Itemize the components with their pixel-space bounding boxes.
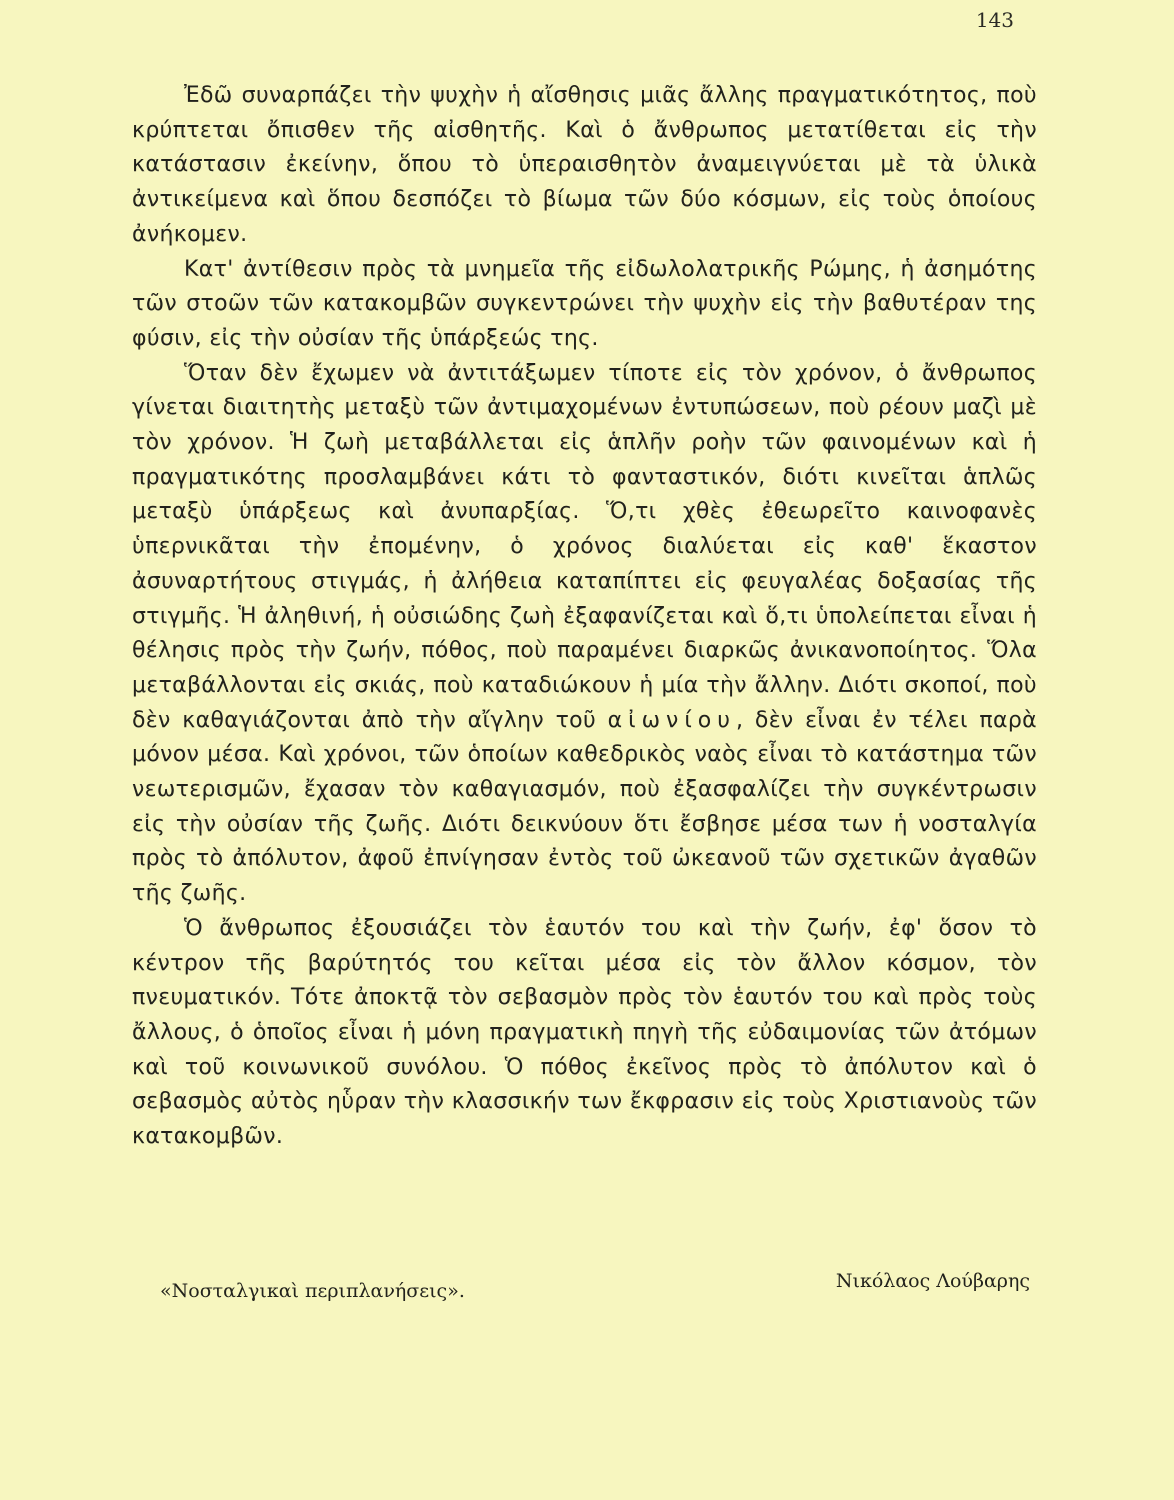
author-name: Νικόλαος Λούβαρης xyxy=(835,1270,1030,1292)
source-title: «Νοσταλγικαὶ περιπλανήσεις». xyxy=(160,1280,465,1302)
paragraph-3-start: Ὅταν δὲν ἔχωμεν νὰ ἀντιτάξωμεν τίποτε εἰς τὸν χρόνον, ὁ ἄνθρωπος γίνεται διαιτητὴς μεταξὺ τῶν ἀντιμαχομένων ἐντυπώσεων, ποὺ ρέουν μαζὶ μὲ τὸν χρόνον. Ἡ ζωὴ μεταβάλλεται εἰς ἁπλῆν ροὴν τῶν φαινομένων καὶ ἡ πραγματικότης προσλαμβάνει κάτι τὸ φανταστικόν, διότι κινεῖται ἁπλῶς μεταξὺ ὑπάρξεως καὶ ἀνυπαρξίας. Ὅ,τι χθὲς ἐθεωρεῖτο καινοφανὲς ὑπερνικᾶται τὴν ἐπομένην, ὁ χρόνος διαλύεται εἰς καθ' ἕκαστον ἀσυναρτήτους στιγμάς, ἡ ἀλήθεια καταπίπτει εἰς φευγαλέας δοξασίας τῆς στιγμῆς. Ἡ ἀληθινή, ἡ οὐσιώδης ζωὴ ἐξαφανίζεται καὶ ὅ,τι ὑπολείπεται εἶναι ἡ θέλησις πρὸς τὴν ζωήν, πόθος, ποὺ παραμένει διαρκῶς ἀνικανοποίητος. Ὅλα μεταβάλλονται εἰς σκιάς, ποὺ καταδιώκουν ἡ μία τὴν ἄλλην. Διότι σκοποί, ποὺ δὲν καθαγιάζονται ἀπὸ τὴν αἴγλην τοῦ xyxy=(132,360,1037,733)
paragraph-1: Ἐδῶ συναρπάζει τὴν ψυχὴν ἡ αἴσθησις μιᾶς ἄλλης πραγματικότητος, ποὺ κρύπτεται ὄπισθεν τῆς αἰσθητῆς. Καὶ ὁ ἄνθρωπος μετατίθεται εἰς τὴν κατάστασιν ἐκείνην, ὅπου τὸ ὑπεραισθητὸν ἀναμειγνύεται μὲ τὰ ὑλικὰ ἀντικείμενα καὶ ὅπου δεσπόζει τὸ βίωμα τῶν δύο κόσμων, εἰς τοὺς ὁποίους ἀνήκομεν. xyxy=(132,83,1037,247)
paragraph-3 xyxy=(132,357,1037,912)
paragraph-3-end: , δὲν εἶναι ἐν τέλει παρὰ μόνον μέσα. Καὶ χρόνοι, τῶν ὁποίων καθεδρικὸς ναὸς εἶναι τὸ κατάστημα τῶν νεωτερισμῶν, ἔχασαν τὸν καθαγιασμόν, ποὺ ἐξασφαλίζει τὴν συγκέντρωσιν εἰς τὴν οὐσίαν τῆς ζωῆς. Διότι δεικνύουν ὅτι ἔσβησε μέσα των ἡ νοσταλγία πρὸς τὸ ἀπόλυτον, ἀφοῦ ἐπνίγησαν ἐντὸς τοῦ ὠκεανοῦ τῶν σχετικῶν ἀγαθῶν τῆς ζωῆς. xyxy=(132,707,1037,907)
paragraph-2: Κατ' ἀντίθεσιν πρὸς τὰ μνημεῖα τῆς εἰδωλολατρικῆς Ρώμης, ἡ ἀσημότης τῶν στοῶν τῶν κατακομβῶν συγκεντρώνει τὴν ψυχὴν εἰς τὴν βαθυτέραν της φύσιν, εἰς τὴν οὐσίαν τῆς ὑπάρξεώς της. xyxy=(132,256,1037,351)
article-body xyxy=(132,79,1037,1155)
paragraph-4: Ὁ ἄνθρωπος ἐξουσιάζει τὸν ἑαυτόν του καὶ τὴν ζωήν, ἐφ' ὅσον τὸ κέντρον τῆς βαρύτητός του κεῖται μέσα εἰς τὸν ἄλλον κόσμον, τὸν πνευματικόν. Τότε ἀποκτᾷ τὸν σεβασμὸν πρὸς τὸν ἑαυτόν του καὶ πρὸς τοὺς ἄλλους, ὁ ὁποῖος εἶναι ἡ μόνη πραγματικὴ πηγὴ τῆς εὐδαιμονίας τῶν ἀτόμων καὶ τοῦ κοινωνικοῦ συνόλου. Ὁ πόθος ἐκεῖνος πρὸς τὸ ἀπόλυτον καὶ ὁ σεβασμὸς αὐτὸς ηὗραν τὴν κλασσικήν των ἔκφρασιν εἰς τοὺς Χριστιανοὺς τῶν κατακομβῶν. xyxy=(132,915,1037,1150)
emphasized-word: αἰωνίου xyxy=(607,707,736,733)
attribution xyxy=(160,1270,1030,1310)
page-number: 143 xyxy=(975,8,1014,32)
